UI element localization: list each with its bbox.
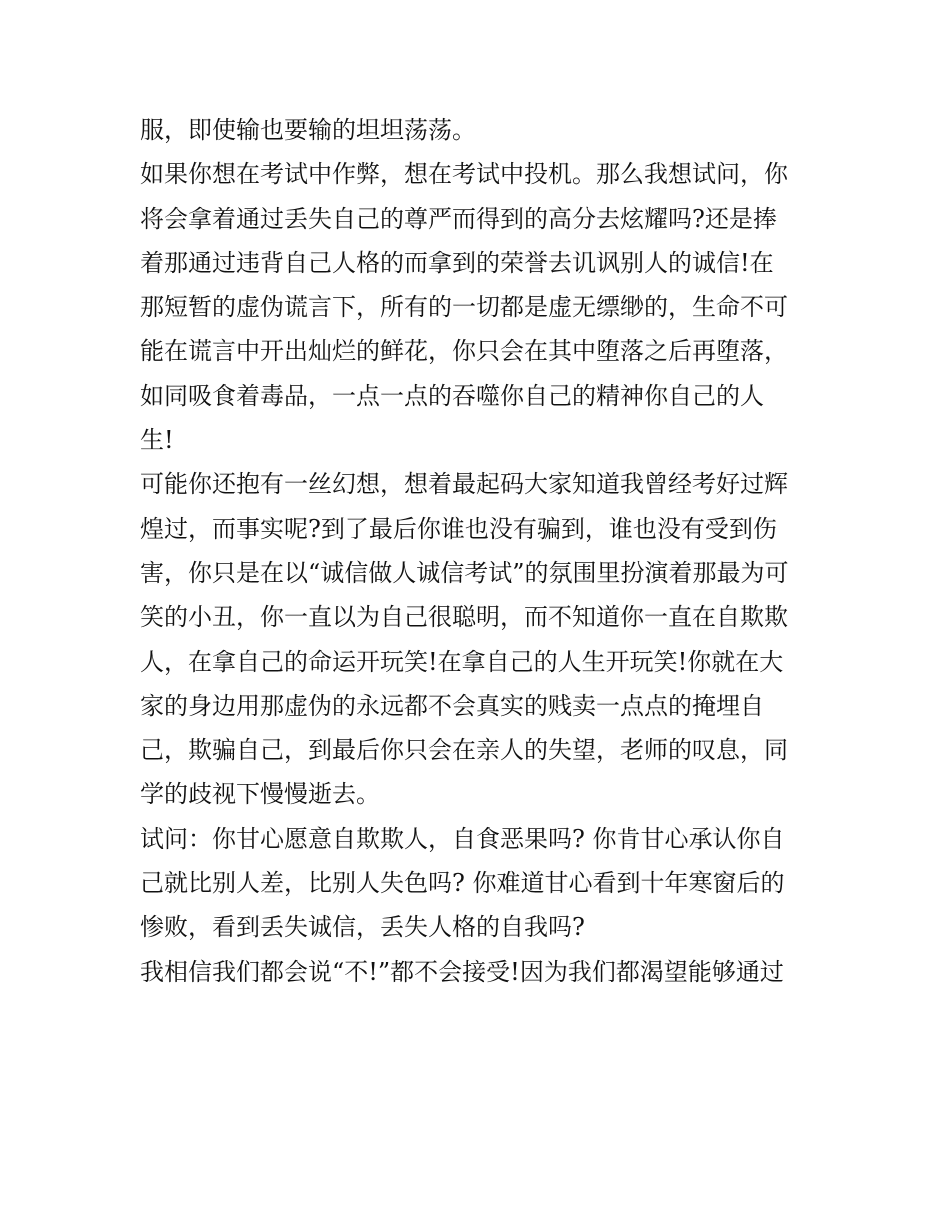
text-line: 家的身边用那虚伪的永远都不会真实的贱卖一点点的掩埋自: [140, 691, 764, 720]
text-line: 害，你只是在以“诚信做人诚信考试”的氛围里扮演着那最为可: [140, 558, 789, 587]
text-line: 如同吸食着毒品，一点一点的吞噬你自己的精神你自己的人: [140, 381, 764, 410]
text-line: 己就比别人差，比别人失色吗? 你难道甘心看到十年寒窗后的: [140, 869, 785, 898]
text-line: 笑的小丑，你一直以为自己很聪明，而不知道你一直在自欺欺: [140, 603, 788, 632]
text-line: 煌过，而事实呢?到了最后你谁也没有骗到，谁也没有受到伤: [140, 514, 777, 543]
text-line: 学的歧视下慢慢逝去。: [140, 780, 380, 809]
text-line: 试问：你甘心愿意自欺欺人，自食恶果吗? 你肯甘心承认你自: [140, 824, 785, 853]
text-line: 己，欺骗自己，到最后你只会在亲人的失望，老师的叹息，同: [140, 736, 788, 765]
text-line: 我相信我们都会说“不!”都不会接受!因为我们都渴望能够通过: [140, 957, 784, 986]
text-line: 惨败，看到丢失诚信，丢失人格的自我吗?: [140, 913, 585, 942]
text-line: 可能你还抱有一丝幻想，想着最起码大家知道我曾经考好过辉: [140, 470, 788, 499]
text-line: 那短暂的虚伪谎言下，所有的一切都是虚无缥缈的，生命不可: [140, 293, 788, 322]
text-line: 服，即使输也要输的坦坦荡荡。: [140, 116, 476, 144]
text-line: 着那通过违背自己人格的而拿到的荣誉去讥讽别人的诚信!在: [140, 248, 774, 277]
text-line: 能在谎言中开出灿烂的鲜花，你只会在其中堕落之后再堕落，: [140, 337, 788, 366]
text-line: 如果你想在考试中作弊，想在考试中投机。那么我想试问，你: [140, 160, 788, 189]
text-line: 人，在拿自己的命运开玩笑!在拿自己的人生开玩笑!你就在大: [140, 647, 784, 676]
text-line: 将会拿着通过丢失自己的尊严而得到的高分去炫耀吗?还是捧: [140, 204, 777, 233]
text-line: 生!: [140, 426, 174, 455]
essay-body: [140, 108, 820, 994]
